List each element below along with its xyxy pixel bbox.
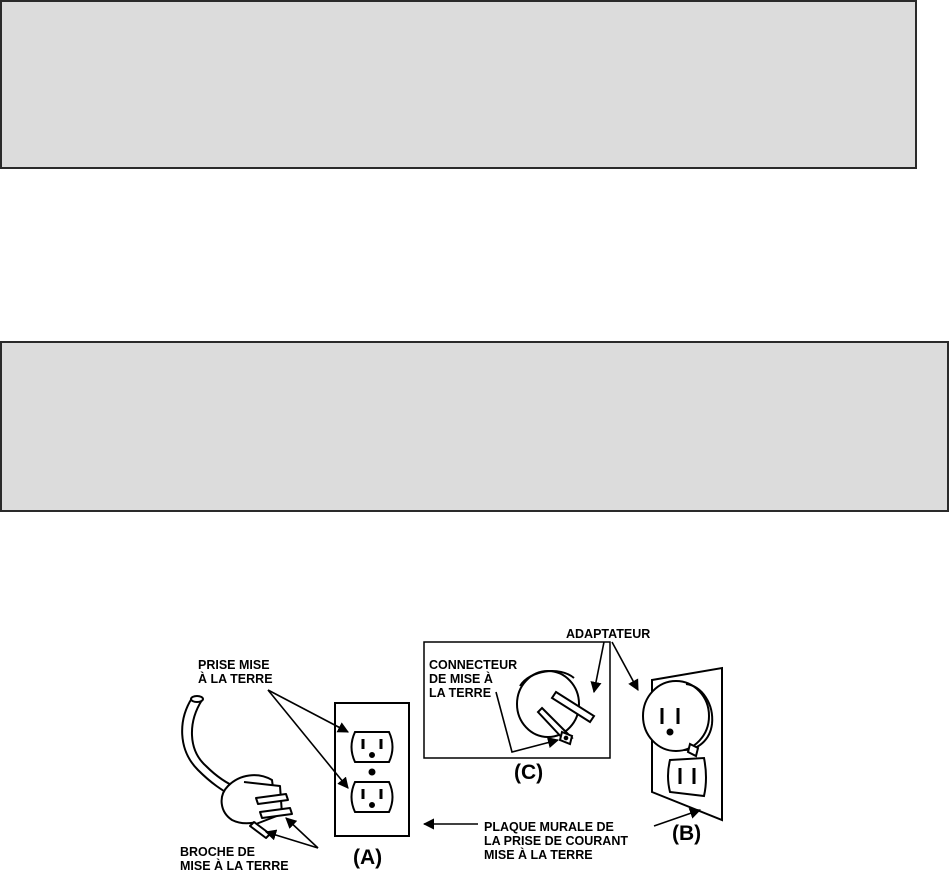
- label-grounding-pin-line-2: MISE À LA TERRE: [180, 859, 289, 873]
- duplex-outlet-plate: [335, 703, 409, 836]
- label-grounding-connector-line-1: CONNECTEUR: [429, 658, 518, 672]
- panel-letter-b: (B): [672, 822, 702, 845]
- label-grounding-connector: [429, 658, 517, 700]
- label-wall-plate: [484, 820, 628, 862]
- label-wall-plate-line-3: MISE À LA TERRE: [484, 848, 593, 862]
- label-wall-plate-line-2: LA PRISE DE COURANT: [484, 834, 628, 848]
- notice-box-top: [0, 0, 917, 169]
- label-grounding-connector-line-3: LA TERRE: [429, 686, 492, 700]
- panel-letter-c: (C): [514, 761, 544, 784]
- grounded-plug-illustration: [182, 696, 292, 838]
- label-grounding-pin-line-1: BROCHE DE: [180, 845, 256, 859]
- label-grounding-pin: [180, 845, 289, 873]
- panel-letter-a: (A): [353, 846, 383, 869]
- label-grounded-outlet-line-1: PRISE MISE: [198, 658, 270, 672]
- notice-box-middle: [0, 341, 949, 512]
- wall-plate-with-adapter: [643, 668, 722, 820]
- label-grounding-connector-line-2: DE MISE À: [429, 672, 493, 686]
- label-adapter: ADAPTATEUR: [566, 627, 651, 641]
- grounding-diagram-drawing: [0, 600, 949, 881]
- label-grounded-outlet-line-2: À LA TERRE: [198, 672, 273, 686]
- label-grounded-outlet: [198, 658, 273, 686]
- grounding-diagram: [0, 600, 949, 881]
- label-wall-plate-line-1: PLAQUE MURALE DE: [484, 820, 614, 834]
